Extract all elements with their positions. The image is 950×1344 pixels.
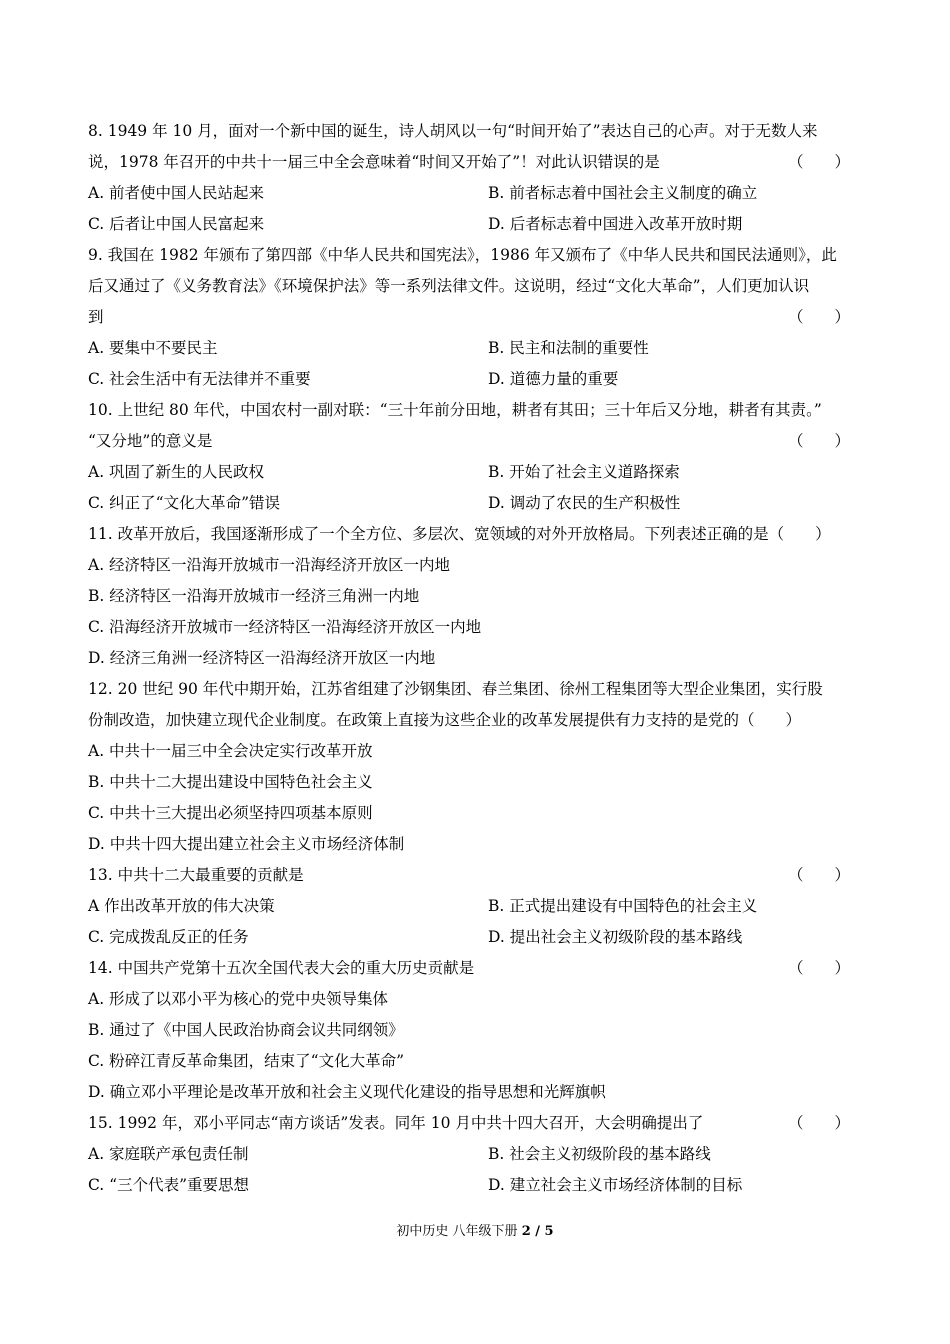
question-14-stem: 14. 中国共产党第十五次全国代表大会的重大历史贡献是 （ ）: [88, 953, 864, 984]
option-b: B. 正式提出建设有中国特色的社会主义: [488, 897, 758, 915]
answer-bracket: （ ）: [787, 308, 850, 326]
question-10-stem: “又分地”的意义是 （ ）: [88, 426, 864, 457]
question-9-stem: 到 （ ）: [88, 302, 864, 333]
question-9-options: [88, 364, 864, 395]
question-10-options: [88, 457, 864, 488]
option-d: D. 经济三角洲一经济特区一沿海经济开放区一内地: [88, 649, 436, 667]
option-d: D. 调动了农民的生产积极性: [488, 494, 681, 512]
option-a: A. 中共十一届三中全会决定实行改革开放: [88, 742, 373, 760]
footer-text: 初中历史 八年级下册: [396, 1224, 522, 1239]
option-d: D. 后者标志着中国进入改革开放时期: [488, 215, 743, 233]
option-c: C. 沿海经济开放城市一经济特区一沿海经济开放区一内地: [88, 618, 482, 636]
question-8-options: [88, 209, 864, 240]
answer-bracket: （ ）: [787, 1114, 850, 1132]
question-13-options: [88, 891, 864, 922]
exam-page: [88, 116, 864, 1201]
option-d: D. 提出社会主义初级阶段的基本路线: [488, 928, 743, 946]
question-9-options: [88, 333, 864, 364]
option-b: B. 社会主义初级阶段的基本路线: [488, 1145, 711, 1163]
answer-bracket: （ ）: [787, 959, 850, 977]
option-c: C. 粉碎江青反革命集团，结束了“文化大革命”: [88, 1052, 405, 1070]
option-a: A. 要集中不要民主: [88, 339, 218, 357]
option-d: D. 确立邓小平理论是改革开放和社会主义现代化建设的指导思想和光辉旗帜: [88, 1083, 606, 1101]
question-8-stem: 8. 1949 年 10 月，面对一个新中国的诞生，诗人胡风以一句“时间开始了”表达自己的心声。对于无数人来: [88, 122, 818, 140]
question-9-stem: 9. 我国在 1982 年颁布了第四部《中华人民共和国宪法》，1986 年又颁布了《中华人民共和国民法通则》，此: [88, 246, 837, 264]
answer-bracket: （ ）: [787, 866, 850, 884]
option-b: B. 经济特区一沿海开放城市一经济三角洲一内地: [88, 587, 420, 605]
option-c: C. “三个代表”重要思想: [88, 1176, 250, 1194]
question-15-stem: 15. 1992 年，邓小平同志“南方谈话”发表。同年 10 月中共十四大召开，大会明确提出了 （ ）: [88, 1108, 864, 1139]
option-a: A. 巩固了新生的人民政权: [88, 463, 265, 481]
option-b: B. 前者标志着中国社会主义制度的确立: [488, 184, 758, 202]
question-12-stem: 份制改造，加快建立现代企业制度。在政策上直接为这些企业的改革发展提供有力支持的是党的（ ）: [88, 711, 802, 729]
question-11-stem: 11. 改革开放后，我国逐渐形成了一个全方位、多层次、宽领域的对外开放格局。下列表述正确的是（ ）: [88, 525, 831, 543]
question-13-options: [88, 922, 864, 953]
option-c: C. 后者让中国人民富起来: [88, 215, 265, 233]
question-15-options: [88, 1170, 864, 1201]
option-a: A. 经济特区一沿海开放城市一沿海经济开放区一内地: [88, 556, 451, 574]
option-d: D. 中共十四大提出建立社会主义市场经济体制: [88, 835, 405, 853]
option-a: A. 形成了以邓小平为核心的党中央领导集体: [88, 990, 389, 1008]
option-c: C. 完成拨乱反正的任务: [88, 928, 249, 946]
answer-bracket: （ ）: [787, 432, 850, 450]
option-b: B. 开始了社会主义道路探索: [488, 463, 680, 481]
question-10-stem: 10. 上世纪 80 年代，中国农村一副对联：“三十年前分田地，耕者有其田；三十年后又分地，耕者有其责。”: [88, 401, 822, 419]
option-d: D. 建立社会主义市场经济体制的目标: [488, 1176, 743, 1194]
option-a: A 作出改革开放的伟大决策: [88, 897, 275, 915]
option-d: D. 道德力量的重要: [488, 370, 619, 388]
question-15-options: [88, 1139, 864, 1170]
option-c: C. 中共十三大提出必须坚持四项基本原则: [88, 804, 373, 822]
option-b: B. 中共十二大提出建设中国特色社会主义: [88, 773, 373, 791]
option-c: C. 纠正了“文化大革命”错误: [88, 494, 281, 512]
question-8-stem: 说，1978 年召开的中共十一届三中全会意味着“时间又开始了”！对此认识错误的是 （ ）: [88, 147, 864, 178]
page-footer: [0, 1222, 950, 1242]
option-a: A. 家庭联产承包责任制: [88, 1145, 249, 1163]
question-13-stem: 13. 中共十二大最重要的贡献是 （ ）: [88, 860, 864, 891]
option-c: C. 社会生活中有无法律并不重要: [88, 370, 311, 388]
answer-bracket: （ ）: [787, 153, 850, 171]
option-a: A. 前者使中国人民站起来: [88, 184, 265, 202]
question-9-stem: 后又通过了《义务教育法》《环境保护法》等一系列法律文件。这说明，经过“文化大革命”，人们更加认识: [88, 277, 810, 295]
question-12-stem: 12. 20 世纪 90 年代中期开始，江苏省组建了沙钢集团、春兰集团、徐州工程集团等大型企业集团，实行股: [88, 680, 823, 698]
page-number: 2 / 5: [521, 1224, 554, 1239]
question-8-options: [88, 178, 864, 209]
option-b: B. 通过了《中国人民政治协商会议共同纲领》: [88, 1021, 404, 1039]
question-10-options: [88, 488, 864, 519]
option-b: B. 民主和法制的重要性: [488, 339, 649, 357]
